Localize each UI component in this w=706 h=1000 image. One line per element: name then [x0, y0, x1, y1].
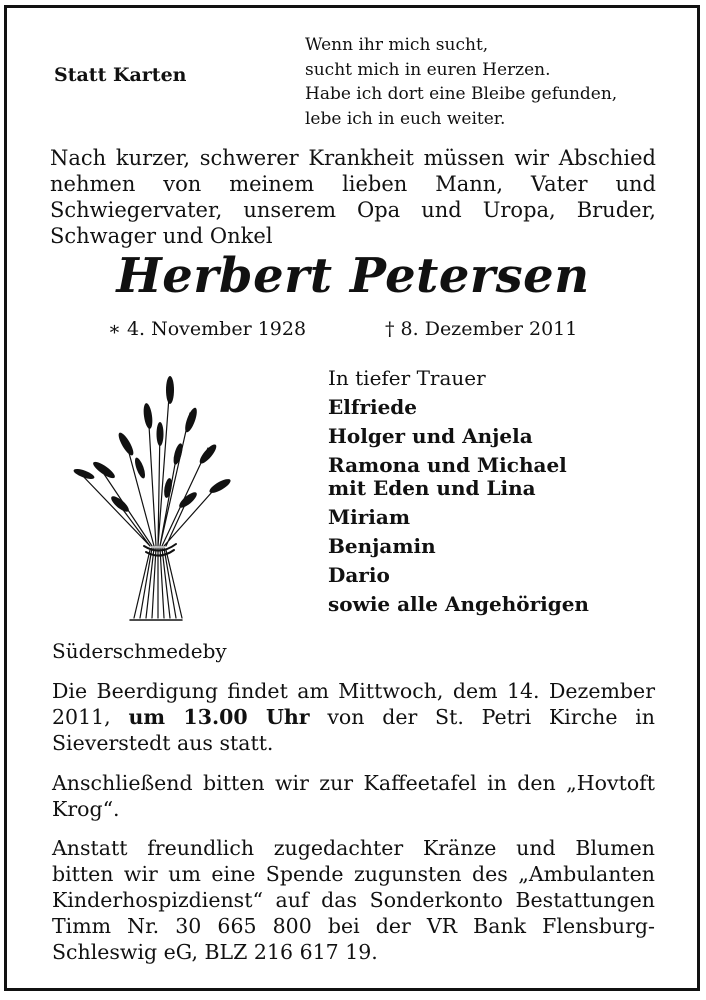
mourners-block [328, 364, 589, 619]
funeral-text-start: Die Beerdigung findet am Mittwoch, dem 14. Dezember 2011, [52, 679, 655, 729]
deceased-name: Herbert Petersen [116, 248, 590, 304]
funeral-text-end: von der St. Petri Kirche in Sieverstedt aus statt. [52, 705, 655, 755]
donation-paragraph: Anstatt freundlich zugedachter Kränze und Blumen bitten wir um eine Spende zugunsten des „Ambulanten Kinderhospizdienst“ auf das Sonderkonto Bestattungen Timm Nr. 30 665 800 bei der VR Bank Flensburg-Schleswig eG, BLZ 216 617 19. [52, 836, 655, 964]
mourner-name: Benjamin [328, 534, 436, 558]
mourner-name: Elfriede [328, 395, 418, 419]
mourner-name: Dario [328, 563, 390, 587]
poem-line: sucht mich in euren Herzen. [305, 59, 551, 80]
birth-date: ∗ 4. November 1928 [108, 318, 307, 340]
mourner-name: sowie alle Angehörigen [328, 592, 589, 616]
coffee-paragraph: Anschließend bitten wir zur Kaffeetafel in den „Hovtoft Krog“. [52, 771, 655, 821]
mourners-heading: In tiefer Trauer [328, 366, 486, 390]
poem-line: lebe ich in euch weiter. [305, 108, 506, 129]
place-name: Süderschmedeby [52, 639, 227, 663]
mourner-name-group [328, 454, 589, 500]
mourner-name: Holger und Anjela [328, 424, 533, 448]
wheat-sheaf-icon [70, 368, 235, 623]
intro-text: Nach kurzer, schwerer Krankheit müssen wir Abschied nehmen von meinem lieben Mann, Vater und Schwiegervater, unserem Opa und Uropa, Bruder, Schwager und Onkel [50, 146, 656, 248]
poem-line: Wenn ihr mich sucht, [305, 35, 489, 55]
statt-karten-label: Statt Karten [54, 64, 187, 86]
mourner-name: Ramona und Michael [328, 453, 567, 477]
mourner-name: Miriam [328, 505, 410, 529]
funeral-paragraph [52, 678, 655, 756]
funeral-time: um 13.00 Uhr [128, 705, 310, 729]
poem-line: Habe ich dort eine Bleibe gefunden, [305, 84, 618, 104]
mourner-name: mit Eden und Lina [328, 476, 536, 500]
poem [305, 33, 617, 131]
death-date: † 8. Dezember 2011 [385, 318, 578, 340]
